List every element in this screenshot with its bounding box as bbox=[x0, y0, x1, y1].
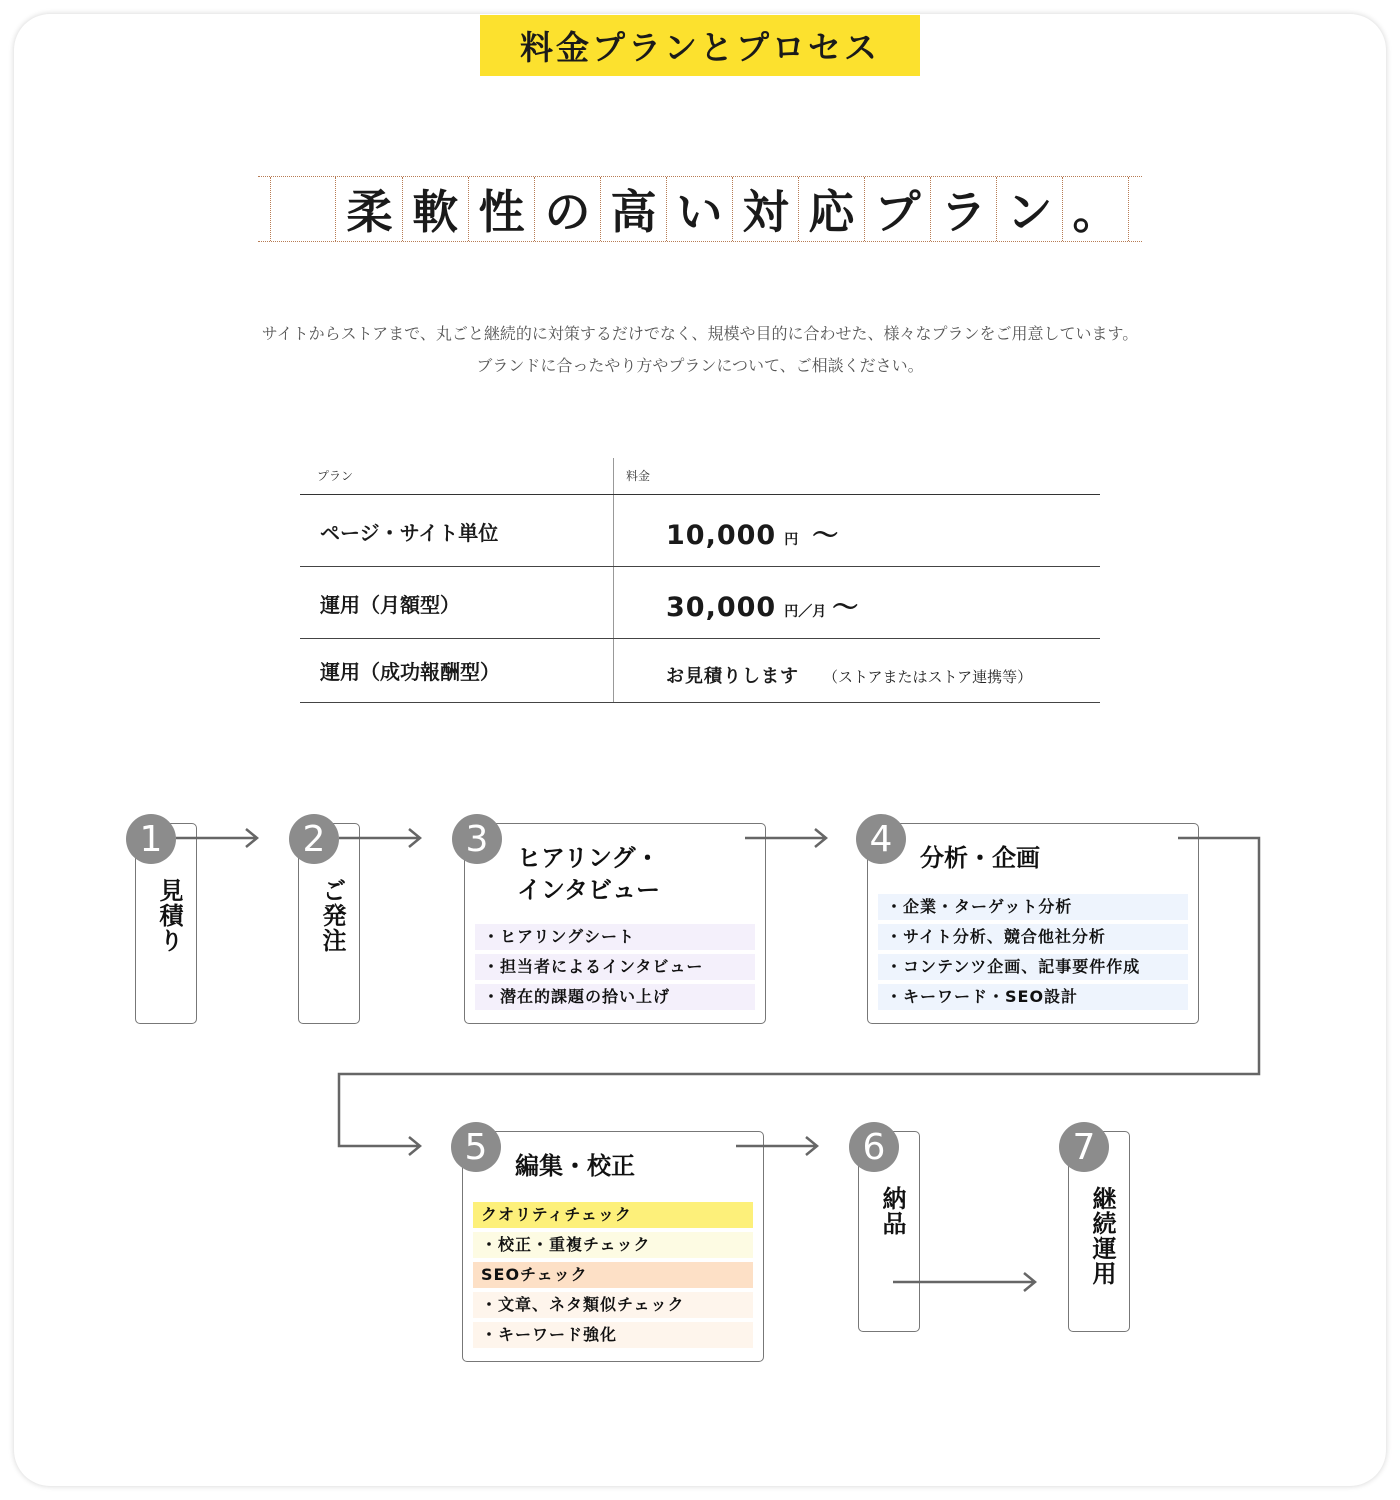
step-title bbox=[517, 842, 660, 906]
step-number-badge: 7 bbox=[1059, 1122, 1109, 1172]
headline-cell: 軟 bbox=[403, 177, 469, 241]
headline-cell bbox=[270, 177, 336, 241]
headline-cell: 応 bbox=[799, 177, 865, 241]
list-item: ・校正・重複チェック bbox=[473, 1232, 753, 1258]
lead-line-2: ブランドに合ったやり方やプランについて、ご相談ください。 bbox=[476, 356, 924, 375]
header-price: 料金 bbox=[626, 469, 651, 483]
step-number-badge: 4 bbox=[856, 814, 906, 864]
headline-cell: ラ bbox=[931, 177, 997, 241]
price-estimate: お見積りします bbox=[666, 666, 799, 687]
step-number-badge: 5 bbox=[451, 1122, 501, 1172]
column-divider bbox=[613, 567, 614, 638]
plan-price bbox=[666, 658, 1032, 689]
list-item: ・サイト分析、競合他社分析 bbox=[878, 924, 1188, 950]
pricing-row bbox=[300, 639, 1100, 703]
column-divider bbox=[613, 495, 614, 566]
list-heading: クオリティチェック bbox=[473, 1202, 753, 1228]
headline-cell: の bbox=[535, 177, 601, 241]
headline-cell: 柔 bbox=[337, 177, 403, 241]
price-tilde: 〜 bbox=[832, 593, 860, 623]
pricing-table bbox=[300, 458, 1100, 703]
step-title: ご発注 bbox=[318, 878, 346, 953]
list-item: ・担当者によるインタビュー bbox=[475, 954, 755, 980]
step-5-list bbox=[473, 1202, 753, 1352]
header-plan: プラン bbox=[317, 469, 354, 483]
list-heading: SEOチェック bbox=[473, 1262, 753, 1288]
column-divider bbox=[613, 458, 614, 494]
pricing-row bbox=[300, 495, 1100, 567]
headline-cell: プ bbox=[865, 177, 931, 241]
headline-cell: 性 bbox=[469, 177, 535, 241]
pricing-header bbox=[300, 458, 1100, 495]
headline-cell: 。 bbox=[1063, 177, 1129, 241]
step-title-line: ヒアリング・ bbox=[517, 844, 660, 872]
list-item: ・潜在的課題の拾い上げ bbox=[475, 984, 755, 1010]
step-4-list bbox=[878, 894, 1188, 1014]
price-tilde: 〜 bbox=[812, 521, 840, 551]
step-title: 分析・企画 bbox=[920, 844, 1040, 872]
lead-line-1: サイトからストアまで、丸ごと継続的に対策するだけでなく、規模や目的に合わせた、様々なプランをご用意しています。 bbox=[261, 324, 1139, 343]
plan-price bbox=[666, 587, 859, 624]
list-item: ・文章、ネタ類似チェック bbox=[473, 1292, 753, 1318]
pricing-row bbox=[300, 567, 1100, 639]
column-divider bbox=[613, 639, 614, 702]
headline-cell: い bbox=[667, 177, 733, 241]
step-number-badge: 2 bbox=[289, 814, 339, 864]
list-item: ・企業・ターゲット分析 bbox=[878, 894, 1188, 920]
step-number-badge: 3 bbox=[452, 814, 502, 864]
step-title-line: インタビュー bbox=[517, 876, 661, 904]
list-item: ・キーワード強化 bbox=[473, 1322, 753, 1348]
step-number-badge: 6 bbox=[849, 1122, 899, 1172]
headline-cell: 対 bbox=[733, 177, 799, 241]
price-unit: 円 bbox=[784, 532, 799, 548]
step-title: 納品 bbox=[878, 1186, 906, 1236]
headline-cell: 高 bbox=[601, 177, 667, 241]
plan-name: ページ・サイト単位 bbox=[320, 521, 499, 545]
list-item: ・ヒアリングシート bbox=[475, 924, 755, 950]
price-amount: 10,000 bbox=[666, 520, 777, 551]
step-title: 編集・校正 bbox=[515, 1152, 635, 1180]
section-title: 料金プランとプロセス bbox=[480, 15, 920, 76]
step-number-badge: 1 bbox=[126, 814, 176, 864]
price-unit: 円／月 bbox=[784, 604, 827, 620]
lead-text bbox=[150, 318, 1250, 382]
plan-name: 運用（月額型） bbox=[320, 593, 460, 617]
list-item: ・キーワード・SEO設計 bbox=[878, 984, 1188, 1010]
step-title: 見積り bbox=[155, 878, 183, 953]
price-note: （ストアまたはストア連携等） bbox=[823, 668, 1033, 686]
step-title: 継続運用 bbox=[1088, 1186, 1116, 1286]
price-amount: 30,000 bbox=[666, 592, 777, 623]
step-3-list bbox=[475, 924, 755, 1014]
plan-name: 運用（成功報酬型） bbox=[320, 660, 500, 684]
headline-cell: ン bbox=[997, 177, 1063, 241]
headline bbox=[258, 176, 1142, 242]
plan-price bbox=[666, 515, 839, 552]
list-item: ・コンテンツ企画、記事要件作成 bbox=[878, 954, 1188, 980]
